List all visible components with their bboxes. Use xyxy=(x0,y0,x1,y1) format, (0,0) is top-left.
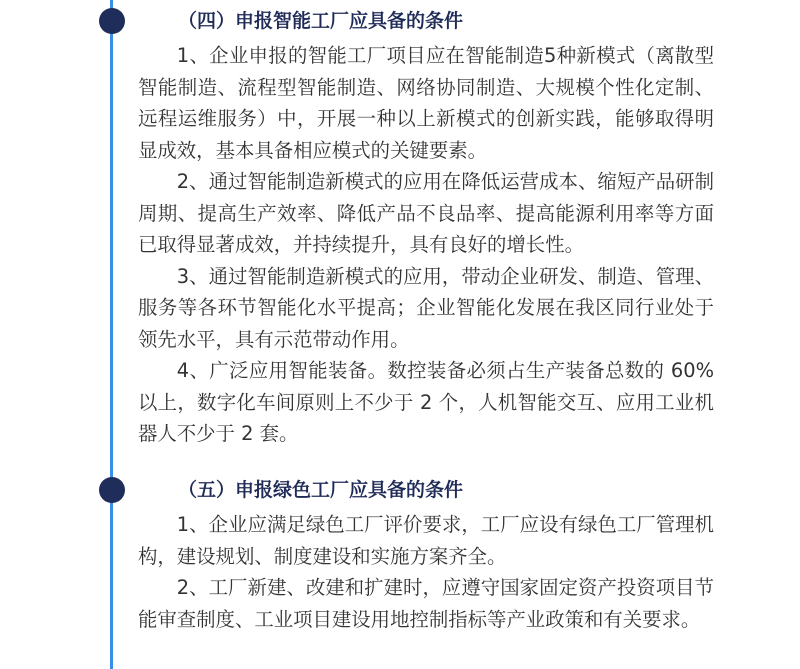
section-5-paragraph-1: 1、企业应满足绿色工厂评价要求，工厂应设有绿色工厂管理机构，建设规划、制度建设和实施方案齐全。 xyxy=(138,513,714,568)
timeline-dot-section-4 xyxy=(99,8,125,34)
section-4-paragraph-2: 2、通过智能制造新模式的应用在降低运营成本、缩短产品研制周期、提高生产效率、降低产品不良品率、提高能源利用率等方面已取得显著成效，并持续提升，具有良好的增长性。 xyxy=(138,170,714,256)
section-4-paragraph-1: 1、企业申报的智能工厂项目应在智能制造5种新模式（离散型智能制造、流程型智能制造、网络协同制造、大规模个性化定制、远程运维服务）中，开展一种以上新模式的创新实践，能够取得明显成效，基本具备相应模式的关键要素。 xyxy=(138,44,714,162)
section-5-paragraph-2: 2、工厂新建、改建和扩建时，应遵守国家固定资产投资项目节能审查制度、工业项目建设用地控制指标等产业政策和有关要求。 xyxy=(138,576,714,631)
timeline-line xyxy=(110,0,113,669)
section-5-heading: （五）申报绿色工厂应具备的条件 xyxy=(178,479,464,501)
section-4-paragraph-3: 3、通过智能制造新模式的应用，带动企业研发、制造、管理、服务等各环节智能化水平提高；企业智能化发展在我区同行业处于领先水平，具有示范带动作用。 xyxy=(138,264,714,351)
section-4-paragraph-4: 4、广泛应用智能装备。数控装备必须占生产装备总数的 60%以上，数字化车间原则上不少于 2 个，人机智能交互、应用工业机器人不少于 2 套。 xyxy=(138,359,714,445)
section-4 xyxy=(138,8,714,450)
section-4-heading: （四）申报智能工厂应具备的条件 xyxy=(178,10,464,32)
timeline-dot-section-5 xyxy=(99,477,125,503)
section-5 xyxy=(138,477,714,635)
